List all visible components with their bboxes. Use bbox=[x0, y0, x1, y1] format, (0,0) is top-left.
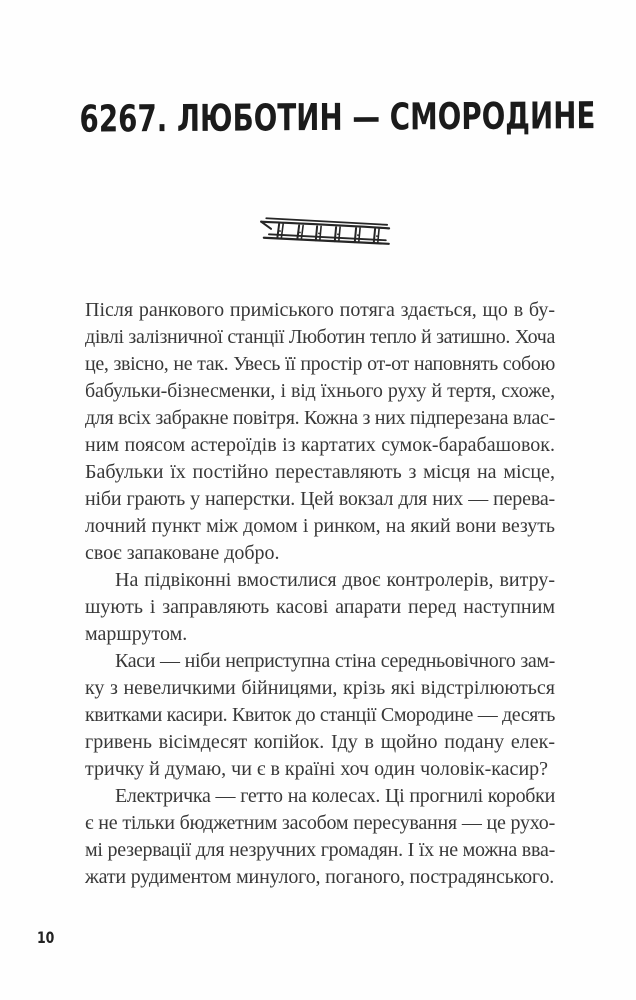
page-number: 10 bbox=[37, 928, 55, 947]
body-text bbox=[85, 297, 555, 891]
text-line: Бабульки їх постійно переставляють з місця на місце, bbox=[85, 461, 555, 483]
paragraph bbox=[85, 567, 555, 648]
paragraph bbox=[85, 648, 555, 783]
text-line: На підвіконні вмостилися двоє контролерів, витру- bbox=[115, 569, 555, 591]
text-line: дівлі залізничної станції Люботин тепло й затишно. Хоча bbox=[85, 326, 555, 348]
text-line: бабульки-бізнесменки, і від їхнього руху й тертя, схоже, bbox=[85, 380, 555, 402]
text-line: маршрутом. bbox=[85, 623, 188, 645]
chapter-divider-ladder-illustration bbox=[258, 212, 393, 251]
text-line: Каси — ніби неприступна стіна середньовічного зам- bbox=[115, 650, 555, 672]
paragraph bbox=[85, 297, 555, 567]
text-line: Електричка — гетто на колесах. Ці прогнилі коробки bbox=[115, 785, 555, 807]
text-line: своє запаковане добро. bbox=[85, 542, 280, 564]
text-line: тричку й думаю, чи є в країні хоч один чоловік-касир? bbox=[85, 758, 549, 780]
text-line: шують і заправляють касові апарати перед наступним bbox=[85, 596, 555, 618]
text-line: Після ранкового приміського потяга здається, що в бу- bbox=[85, 299, 555, 321]
text-line: для всіх забракне повітря. Кожна з них підперезана влас- bbox=[85, 407, 555, 429]
text-line: це, звісно, не так. Увесь її простір от-от наповнять собою bbox=[85, 353, 555, 375]
chapter-title: 6267. ЛЮБОТИН — СМОРОДИНЕ bbox=[79, 94, 596, 141]
text-line: лочний пункт між домом і ринком, на який вони везуть bbox=[85, 515, 555, 537]
paragraph bbox=[85, 783, 555, 891]
text-line: гривень вісімдесят копійок. Іду в щойно подану елек- bbox=[85, 731, 555, 753]
text-line: ним поясом астероїдів із картатих сумок-барабашовок. bbox=[85, 434, 555, 456]
text-line: мі резервації для незручних громадян. І їх не можна вва- bbox=[85, 839, 555, 861]
text-line: квитками касири. Квиток до станції Смородине — десять bbox=[85, 704, 555, 726]
text-line: жати рудиментом минулого, поганого, пострадянського. bbox=[85, 866, 555, 888]
text-line: ку з невеличкими бійницями, крізь які відстрілюються bbox=[85, 677, 555, 699]
text-line: ніби грають у наперстки. Цей вокзал для них — перева- bbox=[85, 488, 555, 510]
text-line: є не тільки бюджетним засобом пересування — це рухо- bbox=[85, 812, 555, 834]
